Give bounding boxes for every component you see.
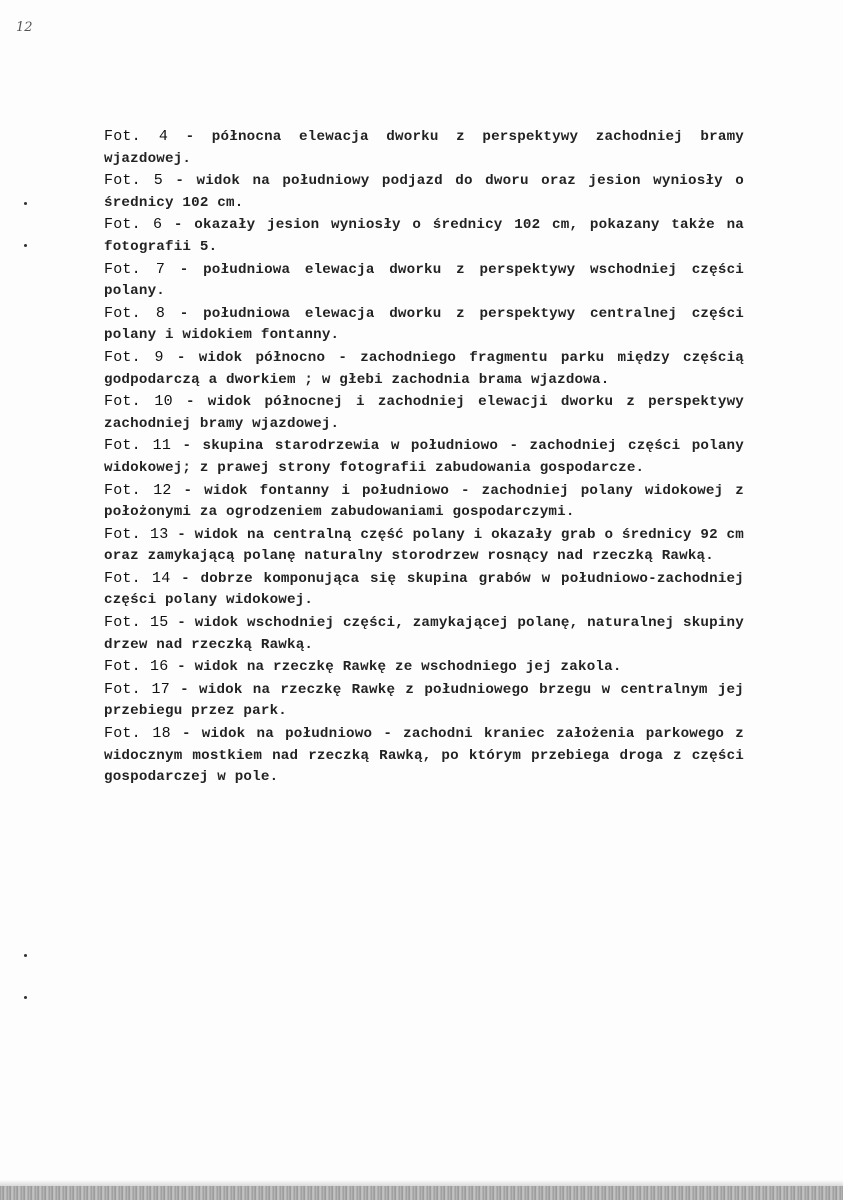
photo-caption [104, 656, 744, 679]
photo-caption [104, 679, 744, 723]
caption-label: Fot. 13 [104, 525, 169, 543]
photo-caption [104, 524, 744, 568]
caption-text: - widok północno - zachodniego fragmentu parku między częścią godpodarczą a dworkiem ; w głebi zachodnia brama wjazdowa. [104, 349, 744, 388]
photo-caption [104, 723, 744, 789]
caption-label: Fot. 6 [104, 216, 163, 234]
caption-text: - widok na południowy podjazd do dworu oraz jesion wyniosły o średnicy 102 cm. [104, 173, 744, 211]
caption-label: Fot. 16 [104, 658, 169, 676]
caption-label: Fot. 4 [104, 128, 169, 145]
photo-caption [104, 126, 744, 170]
caption-text: - widok na rzeczkę Rawkę ze wschodniego jej zakola. [168, 659, 622, 676]
caption-label: Fot. 17 [104, 680, 170, 698]
caption-text: - widok na południowo - zachodni kraniec założenia parkowego z widocznym mostkiem nad rzeczką Rawką, po którym przebiega droga z części gospodarczej w pole. [104, 726, 744, 786]
caption-label: Fot. 8 [104, 304, 166, 322]
margin-mark [24, 202, 27, 205]
photo-caption [104, 214, 744, 258]
caption-label: Fot. 9 [104, 348, 164, 366]
caption-text: - widok wschodniej części, zamykającej polanę, naturalnej skupiny drzew nad rzeczką Rawką. [104, 615, 744, 653]
caption-text: - widok północnej i zachodniej elewacji dworku z perspektywy zachodniej bramy wjazdowej. [104, 394, 745, 432]
caption-text: - widok na rzeczkę Rawkę z południowego brzegu w centralnym jej przebiegu przez park. [104, 681, 744, 720]
scan-edge [0, 1186, 843, 1200]
caption-text: - północna elewacja dworku z perspektywy zachodniej bramy wjazdowej. [104, 129, 744, 167]
caption-label: Fot. 18 [104, 725, 171, 743]
photo-caption [104, 391, 744, 435]
photo-caption [104, 568, 744, 612]
caption-label: Fot. 11 [104, 437, 172, 455]
caption-text: - widok na centralną część polany i okazały grab o średnicy 92 cm oraz zamykającą polanę naturalny storodrzew rosnący nad rzeczką Rawką. [104, 526, 744, 565]
photo-caption [104, 480, 744, 524]
caption-label: Fot. 10 [104, 393, 173, 411]
margin-mark [24, 244, 27, 247]
photo-caption [104, 347, 744, 391]
photo-caption [104, 303, 744, 347]
caption-text: - okazały jesion wyniosły o średnicy 102 cm, pokazany także na fotografii 5. [104, 217, 744, 255]
photo-caption [104, 612, 744, 656]
page-number: 12 [16, 20, 33, 35]
caption-label: Fot. 15 [104, 614, 169, 632]
caption-label: Fot. 5 [104, 172, 163, 190]
caption-label: Fot. 7 [104, 260, 166, 278]
photo-caption [104, 435, 744, 479]
margin-mark [24, 996, 27, 999]
caption-text: - skupina starodrzewia w południowo - zachodniej części polany widokowej; z prawej strony fotografii zabudowania gospodarcze. [104, 438, 744, 476]
caption-text: - dobrze komponująca się skupina grabów w południowo-zachodniej części polany widokowej. [104, 570, 744, 609]
photo-caption [104, 170, 744, 214]
caption-label: Fot. 14 [104, 569, 171, 587]
photo-caption-list [104, 126, 744, 789]
caption-text: - południowa elewacja dworku z perspektywy wschodniej części polany. [104, 261, 744, 300]
margin-mark [24, 954, 27, 957]
caption-text: - południowa elewacja dworku z perspektywy centralnej części polany i widokiem fontanny. [104, 305, 744, 344]
caption-label: Fot. 12 [104, 481, 172, 499]
photo-caption [104, 259, 744, 303]
caption-text: - widok fontanny i południowo - zachodniej polany widokowej z położonymi za ogrodzeniem zabudowaniami gospodarczymi. [104, 482, 744, 521]
